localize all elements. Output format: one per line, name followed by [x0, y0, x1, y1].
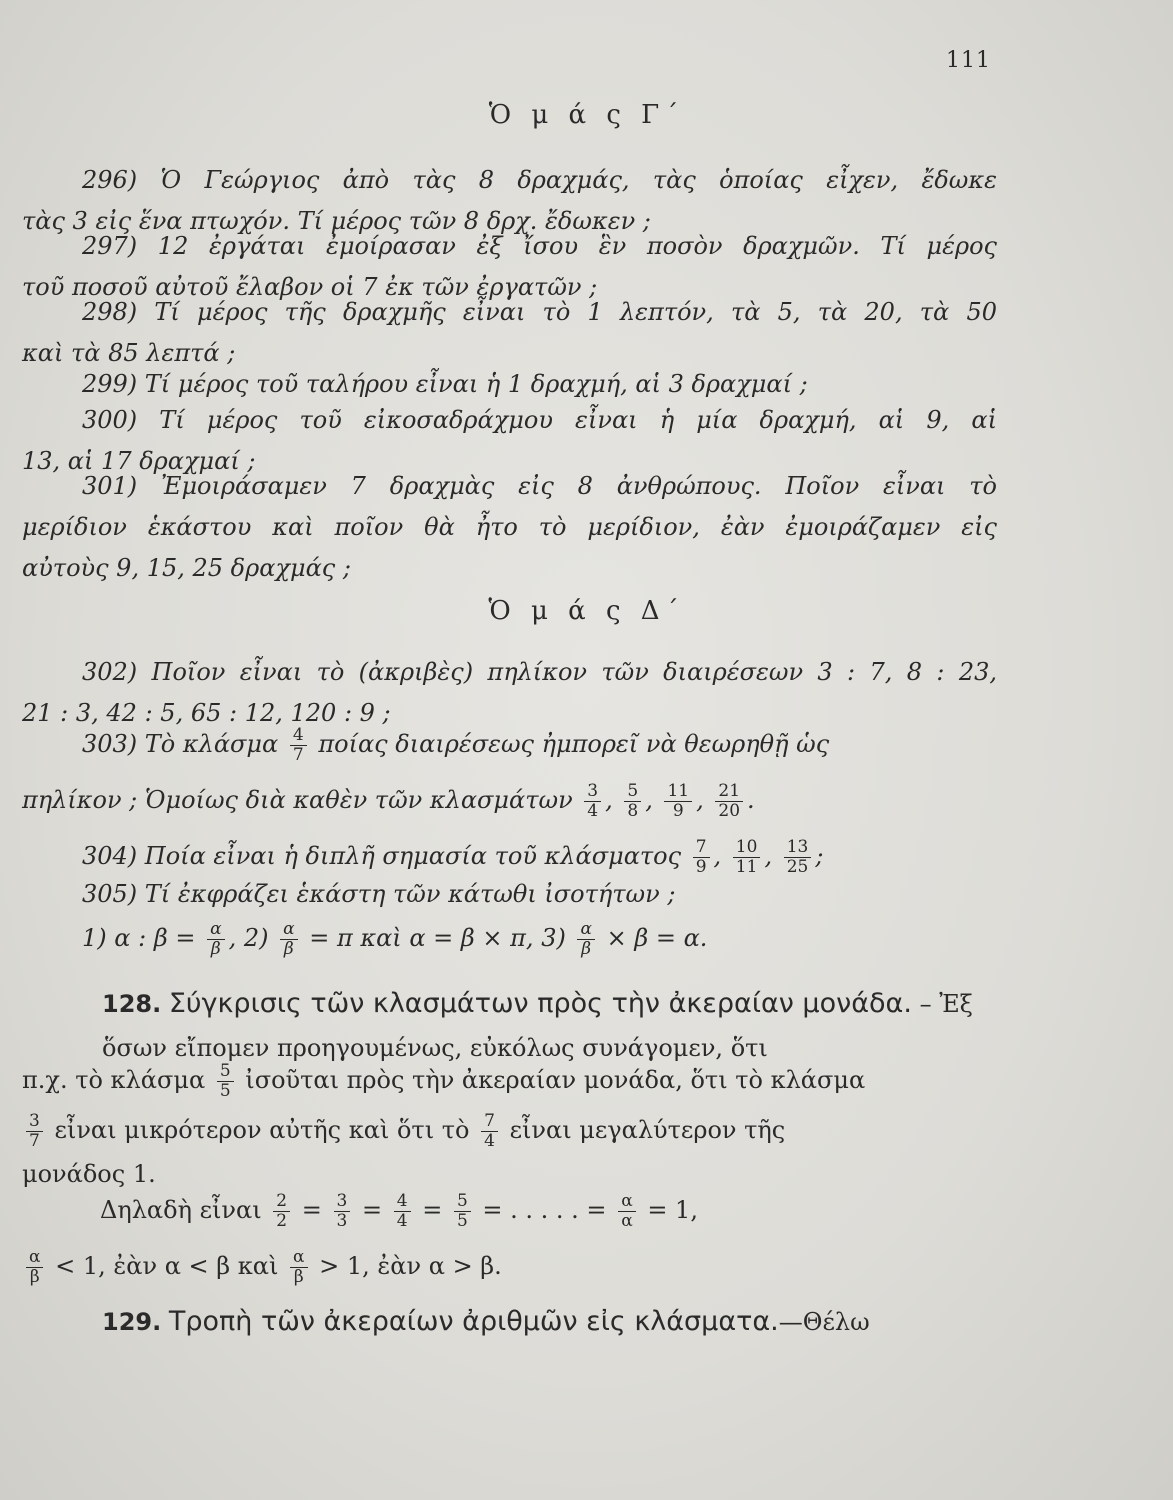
exercise-301: [22, 466, 997, 589]
exercise-299: [22, 364, 997, 405]
fraction-denominator: β: [581, 939, 592, 959]
fraction-3-3: [334, 1192, 351, 1231]
section-128-text5end: = 1,: [647, 1196, 698, 1224]
section-128-line6: [22, 1248, 502, 1287]
fraction-numerator: α: [618, 1192, 635, 1212]
fraction-7-9: [693, 838, 710, 877]
section-128-heading: [22, 982, 1002, 1070]
fraction-5-5: [217, 1062, 234, 1101]
ex301-line3: αὐτοὺς 9, 15, 25 δραχμάς ;: [22, 554, 351, 582]
fraction-numerator: 5: [217, 1062, 234, 1082]
section-128-text6b: > 1, ἐὰν α > β.: [319, 1252, 502, 1280]
fraction-denominator: 4: [484, 1131, 495, 1151]
ex305-eq4: × β = α.: [606, 924, 708, 952]
fraction-alpha-beta: [290, 1248, 307, 1287]
group-g-heading: Ὁ μ ά ς Γ΄: [488, 100, 685, 130]
section-128-line4: μονάδος 1.: [22, 1160, 156, 1188]
ex296-line1: 296) Ὁ Γεώργιος ἀπὸ τὰς 8 δραχμάς, τὰς ὁποίας εἶχεν, ἔδωκε: [82, 166, 997, 194]
fraction-numerator: 21: [715, 782, 743, 802]
fraction-21-20: [715, 782, 743, 821]
section-128-text3a: εἶναι μικρότερον αὐτῆς καὶ ὅτι τὸ: [54, 1116, 470, 1144]
fraction-denominator: 5: [219, 1081, 231, 1101]
fraction-denominator: 9: [672, 801, 684, 821]
equals-sign: =: [361, 1196, 383, 1224]
fraction-numerator: 4: [394, 1192, 411, 1212]
fraction-numerator: 4: [290, 726, 307, 746]
fraction-numerator: α: [290, 1248, 307, 1268]
page-number: 111: [946, 48, 991, 73]
equals-sign: =: [301, 1196, 322, 1224]
section-129-title: Τροπὴ τῶν ἀκεραίων ἀριθμῶν εἰς κλάσματα.: [168, 1306, 779, 1337]
ex305-line2: [82, 920, 707, 959]
fraction-4-7: [290, 726, 307, 765]
section-128-title: Σύγκρισις τῶν κλασμάτων πρὸς τὴν ἀκεραίαν μονάδα.: [168, 988, 912, 1019]
ex305-eq2: , 2): [228, 924, 269, 952]
fraction-numerator: 3: [26, 1112, 43, 1132]
fraction-7-4: [481, 1112, 498, 1151]
fraction-denominator: 7: [29, 1131, 40, 1151]
exercise-298: [22, 292, 997, 374]
fraction-denominator: 20: [718, 801, 741, 821]
fraction-numerator: 10: [733, 838, 761, 858]
fraction-numerator: α: [207, 920, 224, 940]
ex298-line2: καὶ τὰ 85 λεπτά ;: [22, 339, 236, 367]
ex305-eq3: = π καὶ α = β × π, 3): [309, 924, 566, 952]
fraction-numerator: 3: [334, 1192, 351, 1212]
fraction-10-11: [733, 838, 761, 877]
fraction-5-5: [454, 1192, 471, 1231]
section-128-text2b: ἰσοῦται πρὸς τὴν ἀκεραίαν μονάδα, ὅτι τὸ κλάσμα: [245, 1066, 866, 1094]
fraction-denominator: β: [210, 939, 221, 959]
section-129-heading: [102, 1306, 870, 1337]
fraction-numerator: α: [577, 920, 594, 940]
fraction-3-4: [584, 782, 601, 821]
fraction-numerator: 13: [784, 838, 812, 858]
section-129-number: 129.: [102, 1308, 162, 1336]
fraction-5-8: [624, 782, 641, 821]
ex300-line1: 300) Τί μέρος τοῦ εἰκοσαδράχμου εἶναι ἡ μία δραχμή, αἱ 9, αἱ: [82, 406, 997, 434]
ex303-text-a: 303) Τὸ κλάσμα: [82, 730, 279, 758]
fraction-numerator: 7: [693, 838, 710, 858]
fraction-denominator: 3: [336, 1211, 348, 1231]
ex303-text-b: ποίας διαιρέσεως ἠμπορεῖ νὰ θεωρηθῇ ὡς: [318, 730, 830, 758]
fraction-denominator: β: [29, 1267, 40, 1287]
fraction-numerator: 5: [454, 1192, 471, 1212]
fraction-numerator: 7: [481, 1112, 498, 1132]
fraction-alpha-beta: [577, 920, 594, 959]
fraction-numerator: 2: [273, 1192, 290, 1212]
fraction-denominator: β: [283, 939, 294, 959]
ex301-line2: μερίδιον ἑκάστου καὶ ποῖον θὰ ἦτο τὸ μερίδιον, ἐὰν ἐμοιράζαμεν εἰς: [22, 513, 997, 541]
fraction-4-4: [394, 1192, 411, 1231]
fraction-denominator: 11: [735, 857, 758, 877]
ex301-line1: 301) Ἐμοιράσαμεν 7 δραχμὰς εἰς 8 ἀνθρώπους. Ποῖον εἶναι τὸ: [82, 472, 997, 500]
fraction-denominator: α: [621, 1211, 633, 1231]
ex302-line1: 302) Ποῖον εἶναι τὸ (ἀκριβὲς) πηλίκον τῶν διαιρέσεων 3 : 7, 8 : 23,: [82, 658, 997, 686]
fraction-denominator: 25: [786, 857, 809, 877]
fraction-denominator: 2: [276, 1211, 288, 1231]
equals-dots: = . . . . . =: [482, 1196, 607, 1224]
ex298-line1: 298) Τί μέρος τῆς δραχμῆς εἶναι τὸ 1 λεπτόν, τὰ 5, τὰ 20, τὰ 50: [82, 298, 997, 326]
section-128-line2: [22, 1062, 865, 1101]
group-d-heading: Ὁ μ ά ς Δ΄: [488, 596, 685, 626]
fraction-numerator: 5: [624, 782, 641, 802]
ex297-line2: τοῦ ποσοῦ αὐτοῦ ἔλαβον οἱ 7 ἐκ τῶν ἐργατῶν ;: [22, 273, 598, 301]
ex303-line1: [82, 726, 829, 765]
ex300-line2: 13, αἱ 17 δραχμαί ;: [22, 447, 256, 475]
ex297-line1: 297) 12 ἐργάται ἐμοίρασαν ἐξ ἴσου ἓν ποσὸν δραχμῶν. Τί μέρος: [82, 232, 997, 260]
fraction-alpha-beta: [26, 1248, 43, 1287]
fraction-13-25: [784, 838, 812, 877]
fraction-2-2: [273, 1192, 290, 1231]
fraction-alpha-beta: [207, 920, 224, 959]
fraction-numerator: 11: [664, 782, 692, 802]
fraction-11-9: [664, 782, 692, 821]
section-128-text5a: Δηλαδὴ εἶναι: [100, 1196, 262, 1224]
fraction-denominator: 5: [456, 1211, 468, 1231]
fraction-numerator: α: [280, 920, 297, 940]
ex305-line1: 305) Τί ἐκφράζει ἑκάστη τῶν κάτωθι ἰσοτήτων ;: [82, 880, 676, 908]
fraction-denominator: 4: [396, 1211, 408, 1231]
fraction-denominator: β: [293, 1267, 304, 1287]
fraction-denominator: 4: [587, 801, 599, 821]
fraction-3-7: [26, 1112, 43, 1151]
ex305-eq1: 1) α : β =: [82, 924, 196, 952]
fraction-denominator: 9: [695, 857, 707, 877]
section-128-line3: [22, 1112, 785, 1151]
section-128-text6a: < 1, ἐὰν α < β καὶ: [55, 1252, 279, 1280]
section-128-text2a: π.χ. τὸ κλάσμα: [22, 1066, 206, 1094]
exercise-302: [22, 652, 997, 734]
ex303-text-c: πηλίκον ; Ὁμοίως διὰ καθὲν τῶν κλασμάτων: [22, 786, 573, 814]
ex304-text-a: 304) Ποία εἶναι ἡ διπλῆ σημασία τοῦ κλάσματος: [82, 842, 682, 870]
ex304-line1: 304) Ποία εἶναι ἡ διπλῆ σημασία τοῦ κλάσματος $\frac{7}{9}$ , $\frac{10}{11}$ , $\frac{13}{25}$ ;: [82, 837, 824, 877]
section-129-text1: —Θέλω: [778, 1308, 870, 1336]
section-128-text3b: εἶναι μεγαλύτερον τῆς: [509, 1116, 786, 1144]
fraction-numerator: 3: [584, 782, 601, 802]
ex299-line1: 299) Τί μέρος τοῦ ταλήρου εἶναι ἡ 1 δραχμή, αἱ 3 δραχμαί ;: [82, 370, 808, 398]
fraction-alpha-beta: [280, 920, 297, 959]
fraction-denominator: 8: [627, 801, 639, 821]
fraction-alpha-alpha: [618, 1192, 635, 1231]
ex303-line2: πηλίκον ; Ὁμοίως διὰ καθὲν τῶν κλασμάτων $\frac{3}{4}$ , $\frac{5}{8}$ , $\frac{11}{9}$ , $\frac{21}{20}$ .: [22, 781, 755, 821]
fraction-denominator: 7: [292, 745, 304, 765]
equals-sign: =: [422, 1196, 443, 1224]
section-128-number: 128.: [102, 990, 162, 1018]
ex302-line2: 21 : 3, 42 : 5, 65 : 12, 120 : 9 ;: [22, 699, 391, 727]
section-128-line5: [100, 1192, 698, 1231]
fraction-numerator: α: [26, 1248, 43, 1268]
ex296-line2: τὰς 3 εἰς ἕνα πτωχόν. Τί μέρος τῶν 8 δρχ. ἔδωκεν ;: [22, 207, 651, 235]
section-128-text1: – Ἐξ ὅσων εἴπομεν προηγουμένως, εὐκόλως συνάγομεν, ὅτι: [102, 990, 973, 1062]
